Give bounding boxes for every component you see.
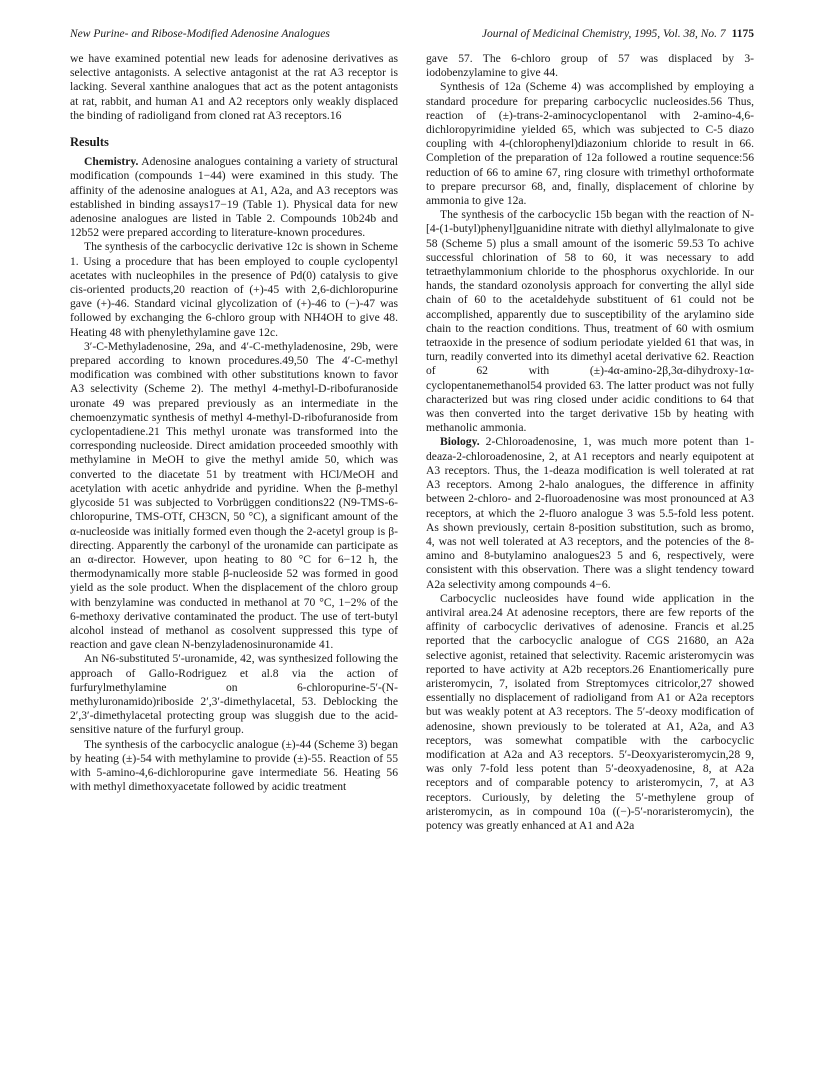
paragraph: The synthesis of the carbocyclic derivative 12c is shown in Scheme 1. Using a procedure that has been employed to couple cyclopentyl acetates with nucleophiles in the presence of Pd(0) catalysis to give cis-oriented products,20 reaction of (+)-45 with 2,6-dichloropurine gave (+)-46. Standard vicinal glycolization of (+)-46 to (−)-47 was followed by exchanging the 6-chloro group with NH4OH to give 48. Heating 48 with phenylethylamine gave 12c. [70, 240, 398, 339]
paragraph [426, 435, 754, 591]
running-header [70, 28, 754, 46]
paragraph-text: Adenosine analogues containing a variety of structural modification (compounds 1−44) were examined in this study. The affinity of the adenosine analogues at A1, A2a, and A3 receptors was established in binding assays17−19 (Table 1). Physical data for new adenosine analogues are listed in Table 2. Compounds 10b24b and 12b52 were prepared according to literature-known procedures. [70, 155, 398, 240]
right-column [426, 52, 754, 833]
paragraph: gave 57. The 6-chloro group of 57 was displaced by 3-iodobenzylamine to give 44. [426, 52, 754, 80]
paragraph: The synthesis of the carbocyclic analogue (±)-44 (Scheme 3) began by heating (±)-54 with methylamine to provide (±)-55. Reaction of 55 with 5-amino-4,6-dichloropurine gave intermediate 56. Heating 56 with methyl dimethoxyacetate followed by acidic treatment [70, 737, 398, 794]
section-heading: Results [70, 135, 109, 150]
paragraph: Carbocyclic nucleosides have found wide application in the antiviral area.24 At adenosine receptors, there are few reports of the affinity of carbocyclic derivatives of adenosine. Francis et al.25 reported that the carbocyclic analogue of CGS 21680, an A2a selective agonist, retained that selectivity. Racemic aristeromycin was reported to have activity at A2b receptors.26 Enantiomerically pure aristeromycin, 7, isolated from Streptomyces citricolor,27 showed essentially no displacement of radioligand from A1 or A2a receptors but was weakly potent at A3 receptors. The 5′-deoxy modification of adenosine, shown previously to be tolerated at A1, A2a, and A3 receptors, was somewhat compatible with the carbocyclic modification at A2a and A3 receptors. 5′-Deoxyaristeromycin,28 9, was only 7-fold less potent than 5′-deoxyadenosine, 8, at A2a receptors and of comparable potency to aristeromycin, 7, at A3 receptors. Curiously, by deleting the 5′-methylene group of aristeromycin, as in compound 10a ((−)-5′-noraristeromycin), the potency was greatly enhanced at A1 and A2a [426, 591, 754, 832]
journal-citation [482, 28, 754, 40]
page-number: 1175 [731, 28, 754, 40]
journal-name: Journal of Medicinal Chemistry, 1995, Vol. 38, No. 7 [481, 28, 726, 40]
paragraph: 3′-C-Methyladenosine, 29a, and 4′-C-methyladenosine, 29b, were prepared according to known procedures.49,50 The 4′-C-methyl modification was combined with other substitutions known to favor A3 selectivity (Scheme 2). The methyl 4-methyl-D-ribofuranoside uronate 49 was prepared previously as an intermediate in the chemoenzymatic synthesis of methyl 4-methyl-D-ribofuranoside from cyclopentadiene.21 This methyl uronate was transformed into the corresponding nucleoside. Direct amidation proceeded smoothly with methylamine in MeOH to give the methyl amide 50, which was converted to the diacetate 51 by treatment with HCl/MeOH and acetylation with acetic anhydride and pyridine. When the β-methyl glycoside 51 was subjected to Vorbrüggen conditions22 (N9-TMS-6-chloropurine, TMS-OTf, CH3CN, 50 °C), a significant amount of the α-nucleoside was initially formed even though the 2-acetyl group is β-directing. Apparently the carbonyl of the uronamide can participate as an α-director. However, upon heating to 80 °C for 6−12 h, the thermodynamically more stable β-nucleoside 52 was formed in good yield as the sole product. When the displacement of the chloro group with benzylamine was conducted in methanol at 70 °C, 1−2% of the 6-methoxy derivative contaminated the product. The use of tert-butyl alcohol instead of methanol as cosolvent suppressed this type of reaction and gave clean N-benzyladenosinuronamide 41. [70, 339, 398, 652]
paragraph: we have examined potential new leads for adenosine derivatives as selective antagonists. A selective antagonist at the rat A3 receptor is lacking. Several xanthine analogues that act as the potent antagonists at rat, rabbit, and human A1 and A2 receptors only weakly displaced the binding of radioligand from cloned rat A3 receptors.16 [70, 52, 398, 122]
paragraph-lead: Biology. [440, 435, 480, 449]
paragraph: Synthesis of 12a (Scheme 4) was accomplished by employing a standard procedure for preparing carbocyclic nucleosides.56 Thus, reaction of (±)-trans-2-aminocyclopentanol with 2-amino-4,6-dichloropyrimidine yielded 65, which was subjected to C-5 diazo coupling with 4-(chlorophenyl)diazonium chloride to result in 66. Completion of the preparation of 12a followed a routine sequence:56 reduction of 66 to amine 67, ring closure with trimethyl orthoformate to prepare precursor 68, and, finally, displacement of chlorine by ammonia to give 12a. [426, 80, 754, 208]
paragraph-lead: Chemistry. [84, 155, 139, 169]
paragraph: An N6-substituted 5′-uronamide, 42, was synthesized following the approach of Gallo-Rodriguez et al.8 via the action of furfurylmethylamine on 6-chloropurine-5′-(N-methyluronamido)riboside 2′,3′-dimethylacetal, 53. Deblocking the 2′,3′-dimethylacetal protecting group was sluggish due to the acid-sensitive nature of the furfuryl group. [70, 652, 398, 737]
running-title: New Purine- and Ribose-Modified Adenosine Analogues [70, 28, 330, 40]
paragraph-text: 2-Chloroadenosine, 1, was much more potent than 1-deaza-2-chloroadenosine, 2, at A1 receptors and nearly equipotent at A3 receptors. Thus, the 1-deaza modification is well tolerated at rat A3 receptors. Among 2-halo analogues, the difference in affinity between 2-chloro- and 2-fluoroadenosine was most pronounced at A3 receptors, at which the 2-fluoro analogue 3 was 5.5-fold less potent. As shown previously, certain 8-position substitution, such as bromo, 4, was not well tolerated at A3 receptors, and the potencies of the 8-amino and 8-butylamino analogues23 5 and 6, respectively, were consistent with this observation. There was a slight tendency toward A2a selectivity among compounds 4−6. [426, 435, 754, 591]
paragraph [70, 155, 398, 240]
paragraph: The synthesis of the carbocyclic 15b began with the reaction of N-[4-(1-butyl)phenyl]guanidine nitrate with diethyl allylmalonate to give 58 (Scheme 5) plus a small amount of the isomeric 59.53 To achive successful chlorination of 58 to 60, it was necessary to add tetraethylammonium chloride to the phosphorus oxychloride. In our hands, the standard ozonolysis approach for converting the allyl side chain of 60 to the acetaldehyde substituent of 61 could not be accomplished, apparently due to susceptibility of the arylamino side chain to the reaction conditions. Thus, treatment of 60 with osmium tetraoxide in the presence of sodium periodate yielded 61 that was, in turn, readily converted into its dimethyl acetal derivative 62. Reaction of 62 with (±)-4α-amino-2β,3α-dihydroxy-1α-cyclopentanemethanol54 provided 63. The latter product was not fully characterized but was ring closed under acidic conditions to 64 that was then converted into the target derivative 15b by heating with methanolic ammonia. [426, 208, 754, 435]
left-column [70, 52, 398, 794]
